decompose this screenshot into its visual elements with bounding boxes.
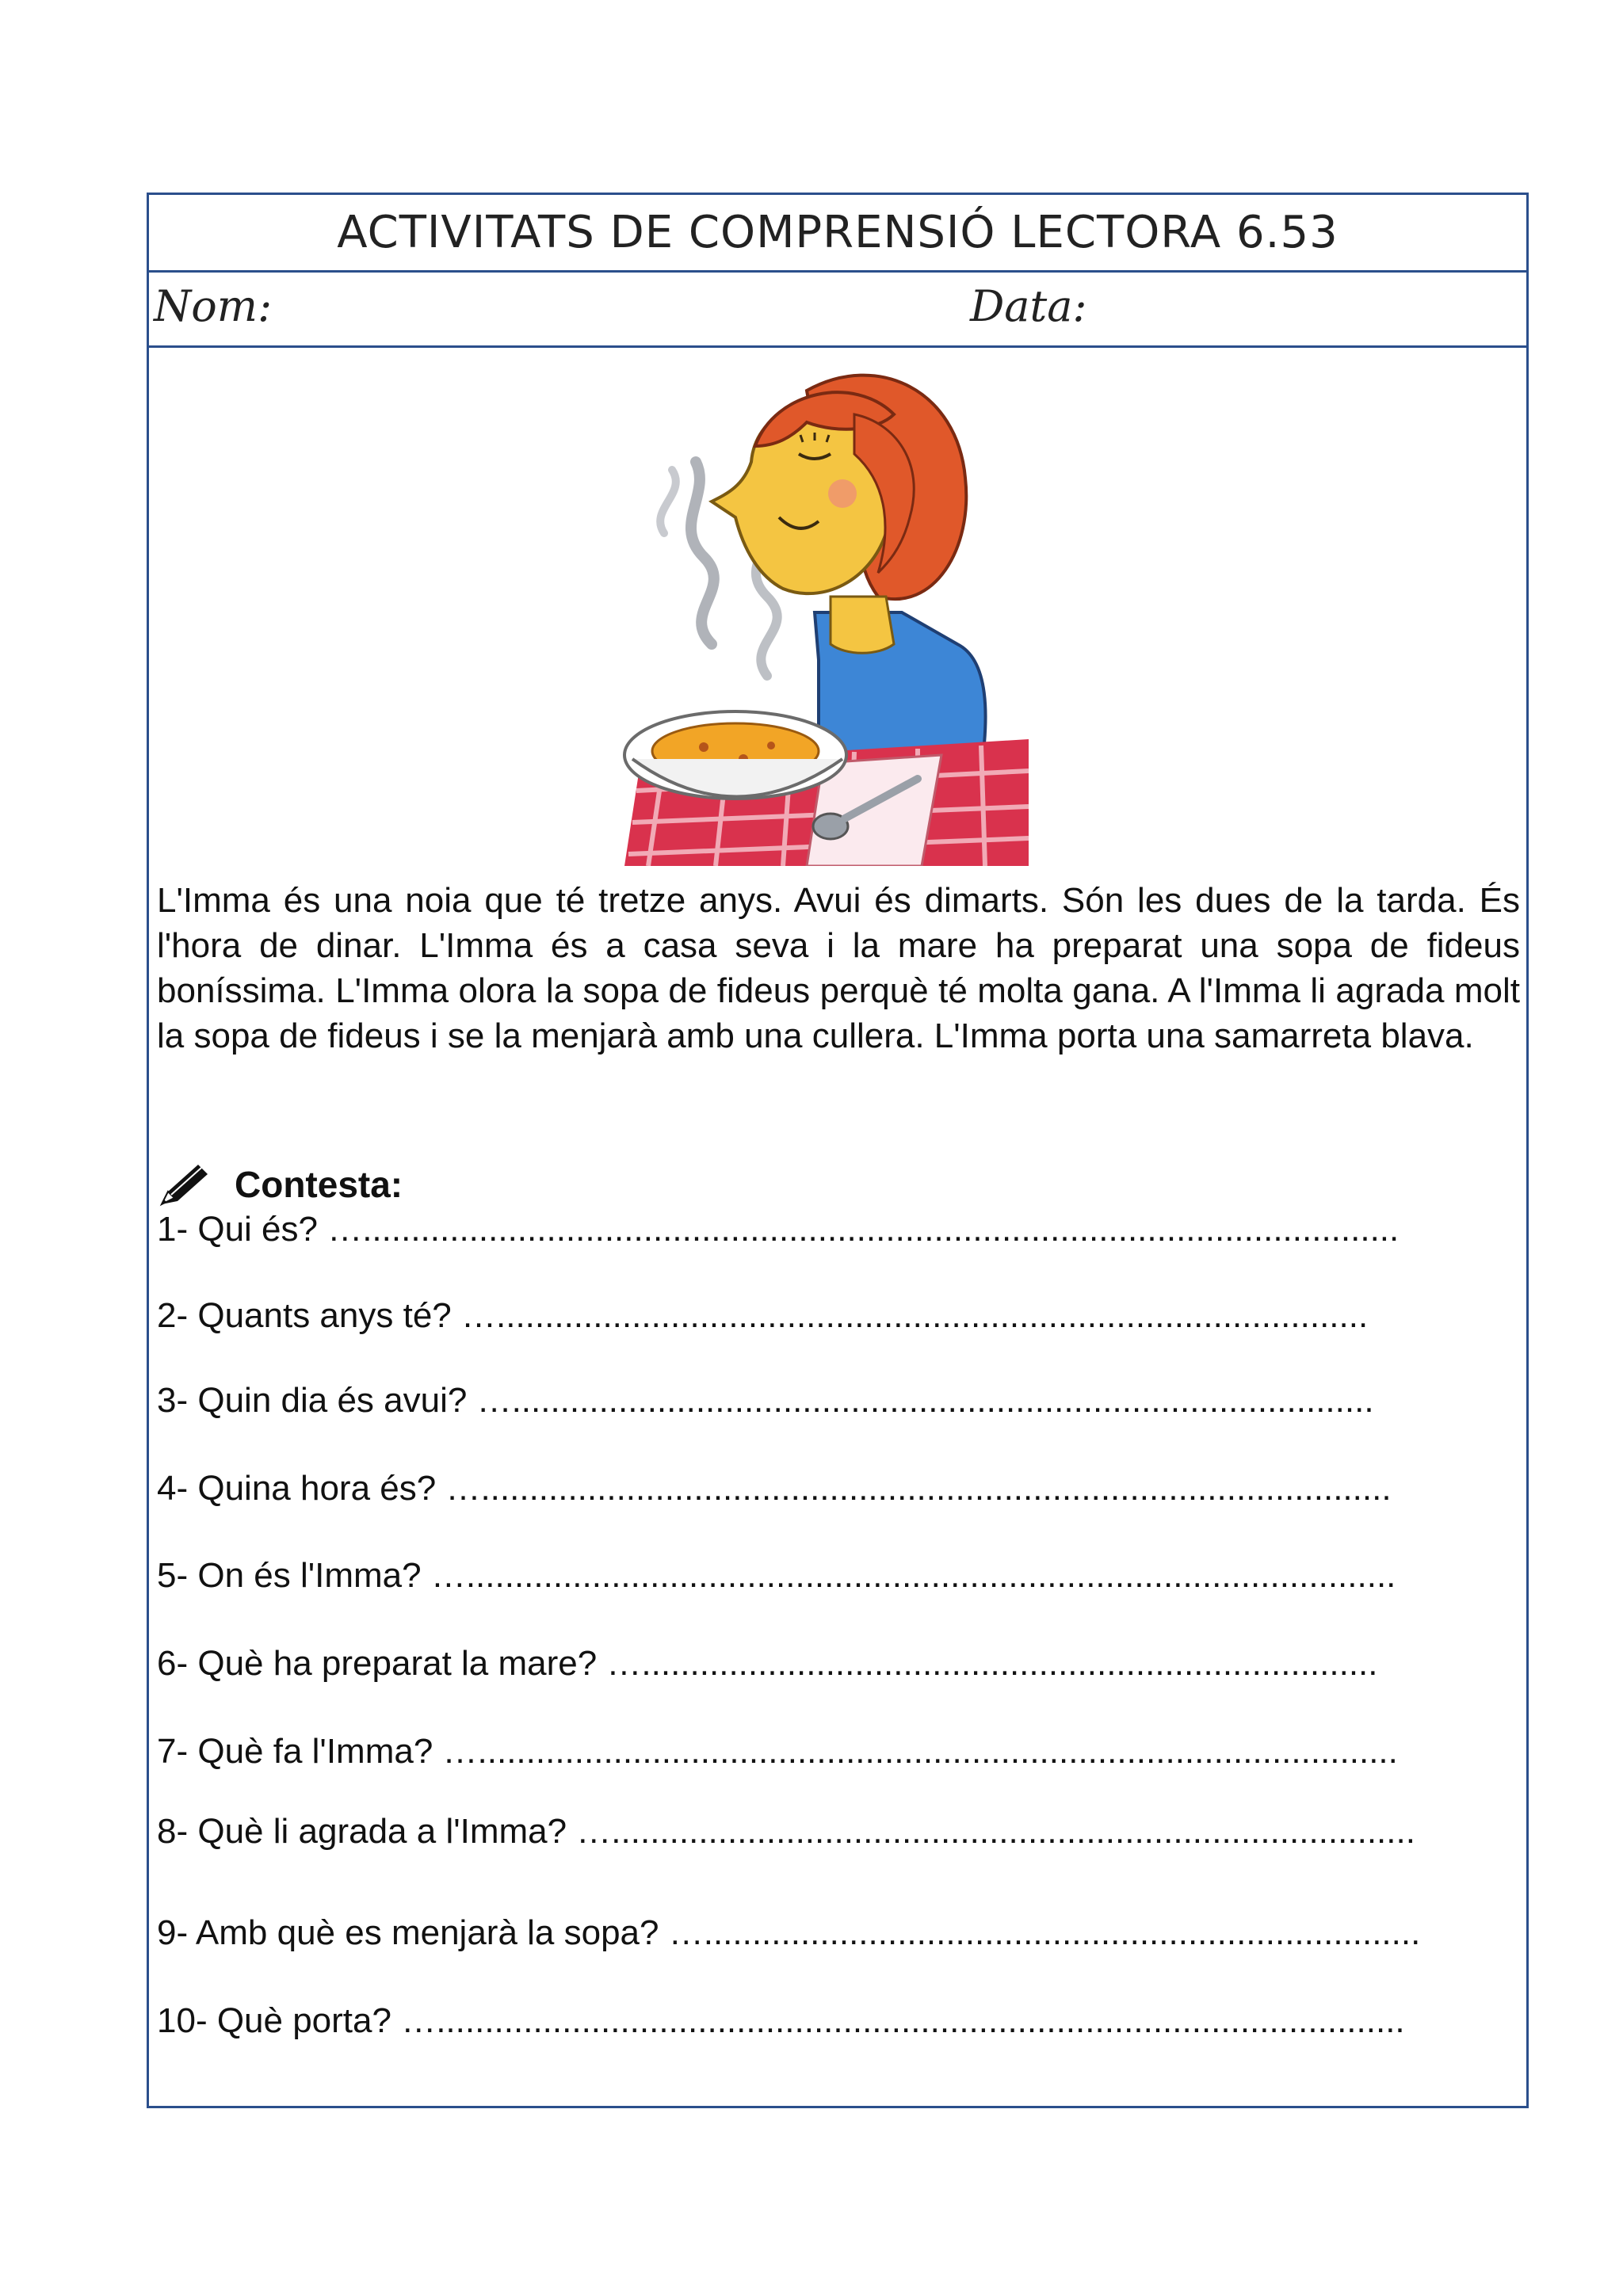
girl-smelling-soup-illustration	[617, 359, 1037, 866]
question-item: 3- Quin dia és avui? ….........................................................................................	[157, 1381, 1374, 1420]
question-item: 2- Quants anys té? …..........................................................................................	[157, 1296, 1369, 1335]
question-item: 4- Quina hora és? …..............................................................................................	[157, 1469, 1392, 1508]
worksheet-title: ACTIVITATS DE COMPRENSIÓ LECTORA 6.53	[149, 195, 1526, 273]
date-field-label: Data:	[970, 281, 1087, 331]
exercise-heading	[157, 1160, 403, 1209]
worksheet	[147, 193, 1529, 2108]
question-item: 10- Què porta? …....................................................................................................	[157, 2001, 1405, 2040]
exercise-heading-label: Contesta:	[235, 1164, 403, 1205]
reading-passage: L'Imma és una noia que té tretze anys. Avui és dimarts. Són les dues de la tarda. És l'hora de dinar. L'Imma és a casa seva i la mare ha preparat una sopa de fideus boníssima. L'Imma olora la sopa de fideus perquè té molta gana. A l'Imma li agrada molt la sopa de fideus i se la menjarà amb una cullera. L'Imma porta una samarreta blava.	[157, 881, 1520, 1055]
pencil-icon	[157, 1160, 212, 1209]
question-item: 7- Què fa l'Imma? …...............................................................................................	[157, 1732, 1398, 1771]
question-item: 5- On és l'Imma? …................................................................................................	[157, 1556, 1396, 1595]
question-item: 6- Què ha preparat la mare? …............................................................................	[157, 1644, 1378, 1683]
name-field-label: Nom:	[154, 281, 273, 331]
question-item: 8- Què li agrada a l'Imma? …...................................................................................	[157, 1812, 1415, 1851]
name-date-row	[149, 270, 1526, 348]
question-item: 1- Qui és? …...........................................................................................................	[157, 1210, 1400, 1249]
question-item: 9- Amb què es menjarà la sopa? …..........................................................................	[157, 1913, 1421, 1952]
